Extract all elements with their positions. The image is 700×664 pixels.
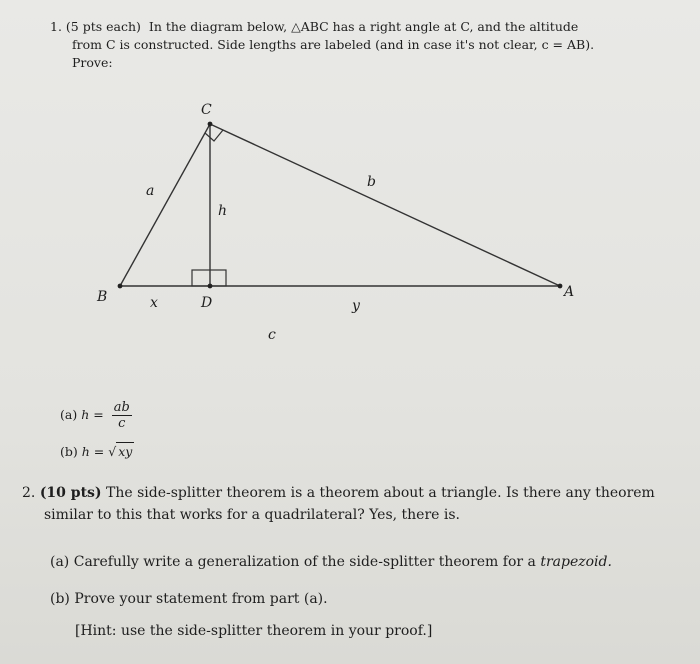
problem-2-text-a: The side-splitter theorem is a theorem about a triangle. Is there any theorem xyxy=(106,485,655,501)
side-a xyxy=(120,124,210,286)
problem-2-text-b: similar to this that works for a quadrilateral? Yes, there is. xyxy=(44,507,461,523)
label-vertex-b: B xyxy=(97,289,108,305)
problem-2-part-a xyxy=(50,551,690,573)
label-altitude-h: h xyxy=(218,203,228,219)
part-b-radical-sign: √ xyxy=(108,444,117,459)
problem-2-hint: [Hint: use the side-splitter theorem in your proof.] xyxy=(75,623,433,639)
problem-1-text-a: In the diagram below, △ABC has a right angle at C, and the altitude xyxy=(148,19,579,34)
right-angle-mark-c xyxy=(205,130,223,141)
label-side-c: c xyxy=(268,327,276,343)
label-segment-y: y xyxy=(352,298,360,314)
label-vertex-a: A xyxy=(564,284,575,300)
problem-2-part-a-label: (a) xyxy=(50,554,70,570)
problem-2-points: (10 pts) xyxy=(39,485,102,501)
part-a-numerator: ab xyxy=(113,400,130,415)
label-vertex-c: C xyxy=(201,102,212,118)
part-a-lhs: h = xyxy=(81,407,104,422)
problem-1-part-a xyxy=(60,400,260,431)
problem-1-number: 1. xyxy=(50,19,62,34)
problem-1-part-b xyxy=(60,442,260,461)
side-b xyxy=(210,124,560,286)
vertex-c-dot xyxy=(208,122,213,127)
part-b-label: (b) xyxy=(60,444,78,459)
problem-2-part-a-text: Carefully write a generalization of the side-splitter theorem for a xyxy=(73,554,536,570)
problem-1-points: (5 pts each) xyxy=(65,19,141,34)
part-b-lhs: h = xyxy=(81,444,105,459)
label-segment-x: x xyxy=(150,295,158,311)
problem-2-part-b-label: (b) xyxy=(50,591,70,607)
label-vertex-d: D xyxy=(201,295,213,311)
label-side-a: a xyxy=(146,183,155,199)
problem-2-part-b xyxy=(50,588,690,610)
right-angle-mark-d xyxy=(192,270,226,286)
label-side-b: b xyxy=(367,174,376,190)
vertex-d-dot xyxy=(208,284,213,289)
problem-2-part-b-text: Prove your statement from part (a). xyxy=(74,591,328,607)
vertex-a-dot xyxy=(558,284,563,289)
problem-1-text-b: from C is constructed. Side lengths are labeled (and in case it's not clear, c = AB). xyxy=(72,37,595,52)
part-a-label: (a) xyxy=(60,407,78,422)
problem-2-number: 2. xyxy=(22,485,36,501)
part-b-radicand: xy xyxy=(118,444,133,459)
problem-2-line-1 xyxy=(22,482,692,504)
problem-2-part-a-emphasis: trapezoid. xyxy=(540,554,612,570)
part-a-denominator: c xyxy=(118,416,126,431)
part-a-fraction xyxy=(112,400,132,431)
vertex-b-dot xyxy=(118,284,123,289)
problem-1-prove: Prove: xyxy=(72,55,113,70)
problem-2 xyxy=(22,482,692,526)
